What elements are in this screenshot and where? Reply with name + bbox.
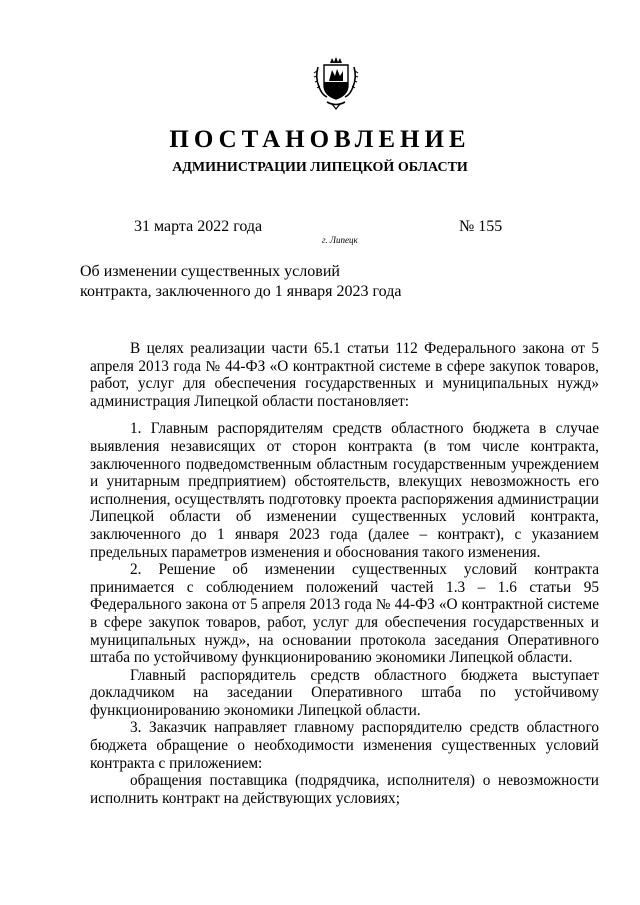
paragraph: обращения поставщика (подрядчика, исполнителя) о невозможности исполнить контракт на действующих условиях; (90, 772, 599, 807)
paragraph: 2. Решение об изменении существенных условий контракта принимается с соблюдением положений частей 1.3 – 1.6 статьи 95 Федерального закона от 5 апреля 2013 года № 44-ФЗ «О контрактной системе в сфере закупок товаров, работ, услуг для обеспечения государственных и муниципальных нужд», на основании протокола заседания Оперативного штаба по устойчивому функционированию экономики Липецкой области. (90, 561, 599, 667)
document-body (90, 340, 599, 807)
document-subtitle: АДМИНИСТРАЦИИ ЛИПЕЦКОЙ ОБЛАСТИ (172, 160, 468, 175)
paragraph: В целях реализации части 65.1 статьи 112 Федерального закона от 5 апреля 2013 года № 44-ФЗ «О контрактной системе в сфере закупок товаров, работ, услуг для обеспечения государственных и муниципальных нужд» администрация Липецкой области постановляет: (90, 340, 599, 410)
document-city: г. Липецк (322, 235, 358, 245)
document-title: ПОСТАНОВЛЕНИЕ (169, 126, 471, 153)
paragraph: 3. Заказчик направляет главному распорядителю средств областного бюджета обращение о необходимости изменения существенных условий контракта с приложением: (90, 719, 599, 772)
subject-line: контракта, заключенного до 1 января 2023 года (80, 283, 402, 300)
paragraph: Главный распорядитель средств областного бюджета выступает докладчиком на заседании Оперативного штаба по устойчивому функционированию экономики Липецкой области. (90, 666, 599, 719)
document-number: № 155 (459, 218, 503, 235)
paragraph: 1. Главным распорядителям средств областного бюджета в случае выявления независящих от сторон контракта (в том числе контракта, заключенного подведомственным областным государственным учреждением и унитарным предприятием) обстоятельств, влекущих невозможность его исполнения, осуществлять подготовку проекта распоряжения администрации Липецкой области об изменении существенных условий контракта, заключенного до 1 января 2023 года (далее – контракт), с указанием предельных параметров изменения и обоснования такого изменения. (90, 420, 599, 561)
subject-line: Об изменении существенных условий (80, 263, 340, 280)
document-subject (80, 262, 460, 302)
document-date: 31 марта 2022 года (134, 218, 263, 235)
coat-of-arms-icon (313, 55, 359, 111)
